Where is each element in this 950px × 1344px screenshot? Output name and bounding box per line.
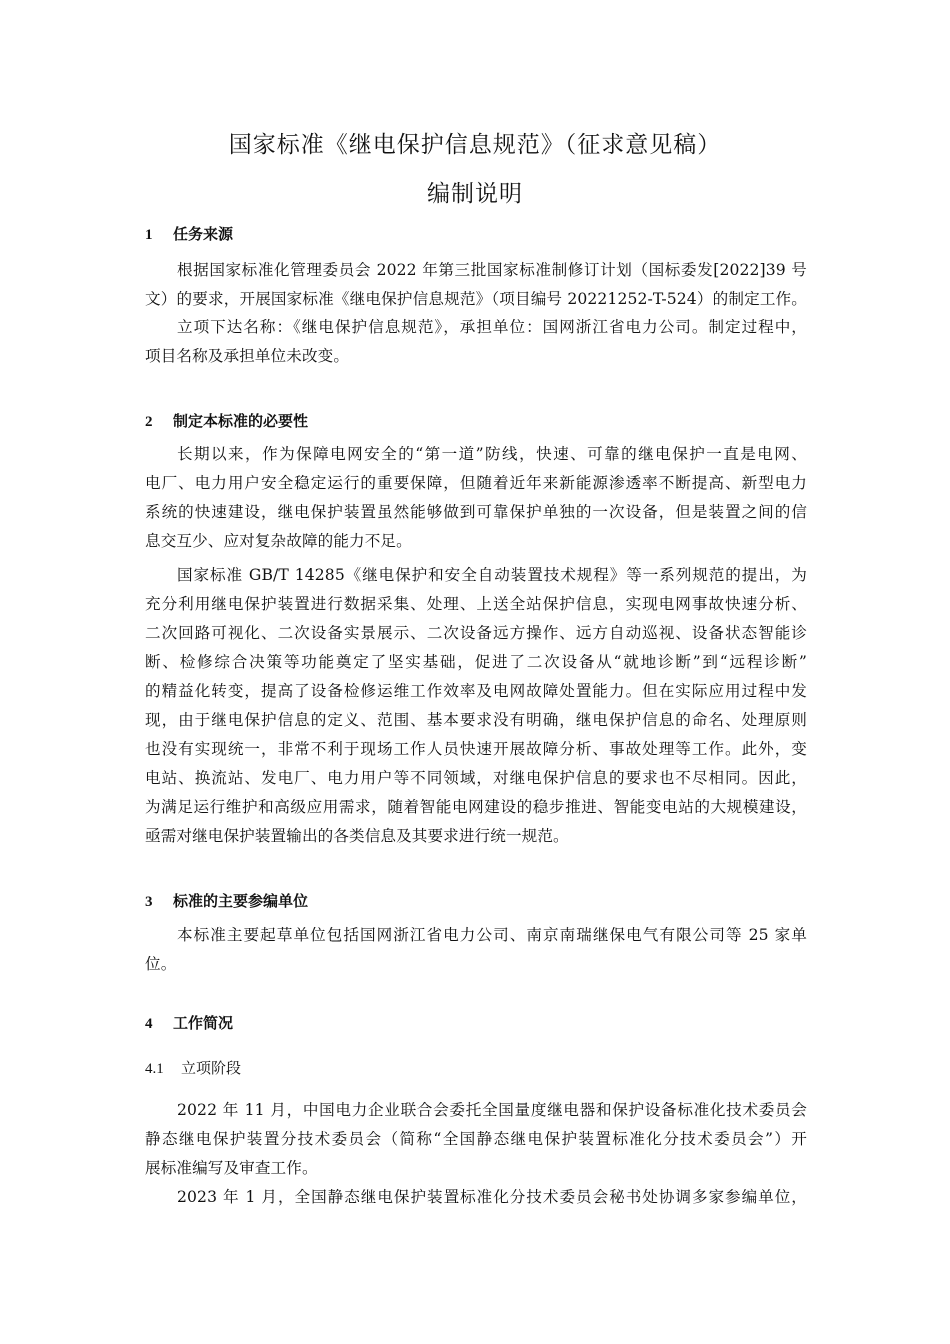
paragraph-line: 充分利用继电保护装置进行数据采集、处理、上送全站保护信息，实现电网事故快速分析、 xyxy=(145,595,807,613)
paragraph-line: 根据国家标准化管理委员会 2022 年第三批国家标准制修订计划（国标委发[2022]39 号 xyxy=(177,261,807,279)
section-title: 任务来源 xyxy=(173,225,234,243)
section-3-heading xyxy=(145,891,308,912)
paragraph-line: 静态继电保护装置分技术委员会（简称“全国静态继电保护装置标准化分技术委员会”）开 xyxy=(145,1130,807,1148)
section-title: 制定本标准的必要性 xyxy=(173,412,309,430)
paragraph-line: 息交互少、应对复杂故障的能力不足。 xyxy=(145,532,412,550)
paragraph-line: 现，由于继电保护信息的定义、范围、基本要求没有明确，继电保护信息的命名、处理原则 xyxy=(145,711,807,729)
paragraph-line: 位。 xyxy=(145,955,177,973)
paragraph-line: 2023 年 1 月，全国静态继电保护装置标准化分技术委员会秘书处协调多家参编单位， xyxy=(177,1188,807,1206)
paragraph-line: 电站、换流站、发电厂、电力用户等不同领域，对继电保护信息的要求也不尽相同。因此， xyxy=(145,769,807,787)
paragraph-line: 立项下达名称：《继电保护信息规范》，承担单位：国网浙江省电力公司。制定过程中， xyxy=(177,318,807,336)
section-number: 4 xyxy=(145,1016,153,1032)
paragraph-line: 系统的快速建设，继电保护装置虽然能够做到可靠保护单独的一次设备，但是装置之间的信 xyxy=(145,503,807,521)
paragraph-line: 断、检修综合决策等功能奠定了坚实基础，促进了二次设备从“就地诊断”到“远程诊断” xyxy=(145,653,807,671)
section-2-heading xyxy=(145,411,308,432)
section-title: 标准的主要参编单位 xyxy=(173,892,309,910)
paragraph-line: 亟需对继电保护装置输出的各类信息及其要求进行统一规范。 xyxy=(145,827,569,845)
subsection-number: 4.1 xyxy=(145,1061,164,1077)
paragraph-line: 2022 年 11 月，中国电力企业联合会委托全国量度继电器和保护设备标准化技术委员会 xyxy=(177,1101,807,1119)
paragraph-line: 二次回路可视化、二次设备实景展示、二次设备远方操作、远方自动巡视、设备状态智能诊 xyxy=(145,624,807,642)
document-subtitle: 编制说明 xyxy=(427,181,523,207)
paragraph-line: 电厂、电力用户安全稳定运行的重要保障，但随着近年来新能源渗透率不断提高、新型电力 xyxy=(145,474,807,492)
section-number: 2 xyxy=(145,414,153,430)
paragraph-line: 文）的要求，开展国家标准《继电保护信息规范》（项目编号 20221252-T-524）的制定工作。 xyxy=(145,290,807,308)
paragraph-line: 为满足运行维护和高级应用需求，随着智能电网建设的稳步推进、智能变电站的大规模建设， xyxy=(145,798,807,816)
section-1-heading xyxy=(145,224,233,245)
section-title: 工作简况 xyxy=(173,1014,234,1032)
subsection-4-1-heading xyxy=(145,1058,241,1079)
paragraph-line: 项目名称及承担单位未改变。 xyxy=(145,347,350,365)
paragraph-line: 本标准主要起草单位包括国网浙江省电力公司、南京南瑞继保电气有限公司等 25 家单 xyxy=(177,926,807,944)
section-number: 3 xyxy=(145,894,153,910)
paragraph-line: 国家标准 GB/T 14285《继电保护和安全自动装置技术规程》等一系列规范的提出，为 xyxy=(177,566,807,584)
document-title: 国家标准《继电保护信息规范》（征求意见稿） xyxy=(228,132,722,158)
paragraph-line: 展标准编写及审查工作。 xyxy=(145,1159,318,1177)
section-4-heading xyxy=(145,1013,233,1034)
section-number: 1 xyxy=(145,227,153,243)
paragraph-line: 长期以来，作为保障电网安全的“第一道”防线，快速、可靠的继电保护一直是电网、 xyxy=(177,445,807,463)
subsection-title: 立项阶段 xyxy=(181,1059,242,1077)
paragraph-line: 的精益化转变，提高了设备检修运维工作效率及电网故障处置能力。但在实际应用过程中发 xyxy=(145,682,807,700)
paragraph-line: 也没有实现统一，非常不利于现场工作人员快速开展故障分析、事故处理等工作。此外，变 xyxy=(145,740,807,758)
